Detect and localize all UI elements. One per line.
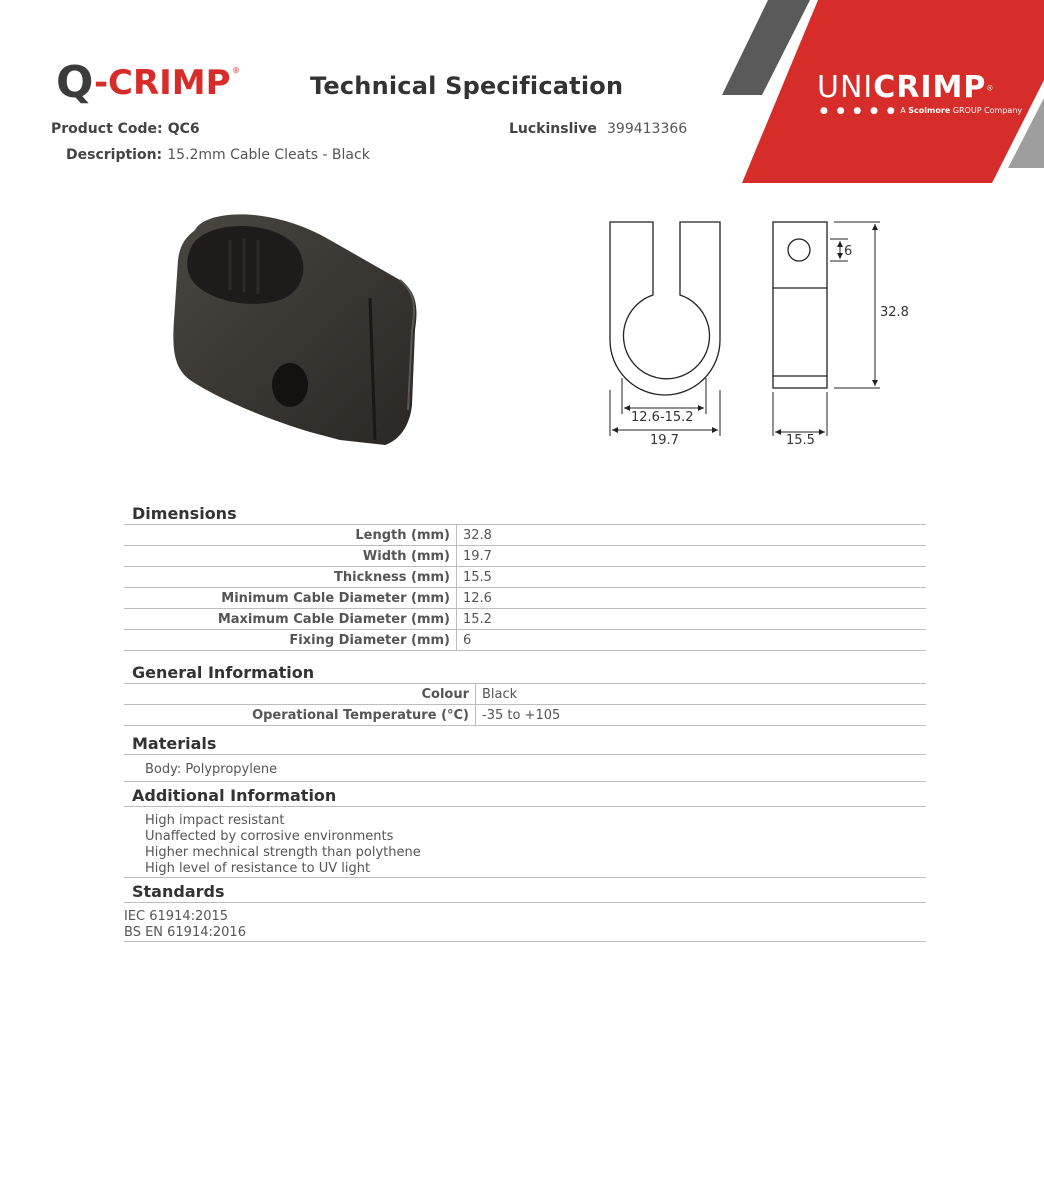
reference-value: 399413366 [607,121,688,137]
table-row [124,630,926,651]
reference-label: Luckinslive [509,121,597,137]
unicrimp-wordmark [817,70,993,105]
standards-title: Standards [124,878,926,903]
cable-cleat-photo [160,200,430,470]
logo-crimp: CRIMP [108,63,231,103]
table-row [124,609,926,630]
wordmark-crimp: CRIMP [873,70,987,105]
reference-row [509,118,687,137]
tagline-group: GROUP Company [952,106,1023,115]
additional-info-title: Additional Information [124,782,926,807]
description-value: 15.2mm Cable Cleats - Black [167,147,370,163]
list-item: Higher mechnical strength than polythene [145,845,421,860]
dim-width: 19.7 [650,433,679,448]
row-value: 15.5 [463,570,492,585]
side-outline [773,222,827,388]
wordmark-uni: UNI [817,70,874,105]
row-label: Operational Temperature (°C) [124,705,476,725]
row-label: Maximum Cable Diameter (mm) [124,609,457,629]
list-item: BS EN 61914:2016 [124,925,246,940]
additional-info-list [124,807,926,878]
row-value: 15.2 [463,612,492,627]
materials-title: Materials [124,730,926,755]
product-code-value: QC6 [167,121,200,137]
tagline-scolmore: Scolmore [908,106,951,115]
table-row [124,705,926,726]
product-code-label: Product Code: [51,121,163,137]
row-value: 6 [463,633,472,648]
list-item: High impact resistant [145,813,285,828]
description-label: Description: [66,147,163,163]
product-code-row [51,118,200,137]
row-label: Fixing Diameter (mm) [124,630,457,650]
list-item: High level of resistance to UV light [145,861,371,876]
list-item: IEC 61914:2015 [124,909,229,924]
table-row [124,567,926,588]
dim-thickness: 15.5 [786,433,815,448]
row-value: -35 to +105 [482,708,561,723]
table-row [124,525,926,546]
fixing-hole [788,239,810,261]
row-value: 32.8 [463,528,492,543]
logo-q: Q [56,57,94,108]
technical-drawing [590,200,930,460]
dimensions-title: Dimensions [124,500,926,525]
tagline-dots: ● ● ● ● ● [820,106,898,116]
document-title: Technical Specification [310,72,624,100]
row-label: Minimum Cable Diameter (mm) [124,588,457,608]
qcrimp-logo [56,58,246,108]
row-value: 19.7 [463,549,492,564]
tagline-a: A [900,106,906,115]
row-label: Length (mm) [124,525,457,545]
description-row [66,144,370,163]
dim-cable-range: 12.6-15.2 [631,410,694,425]
front-outline [610,222,720,395]
row-label: Colour [124,684,476,704]
row-value: 12.6 [463,591,492,606]
row-value: Black [482,687,518,702]
logo-registered: ® [232,66,240,75]
standards-list [124,903,926,942]
materials-body: Body: Polypropylene [124,755,926,782]
table-row [124,546,926,567]
logo-dash: - [94,63,109,103]
table-row [124,684,926,705]
table-row [124,588,926,609]
dim-length: 32.8 [880,305,909,320]
dim-hole: 6 [844,244,853,259]
unicrimp-tagline [820,106,1022,116]
wordmark-registered: ® [986,84,994,93]
list-item: Unaffected by corrosive environments [145,829,394,844]
row-label: Thickness (mm) [124,567,457,587]
spec-table [124,500,926,942]
row-label: Width (mm) [124,546,457,566]
general-info-title: General Information [124,659,926,684]
